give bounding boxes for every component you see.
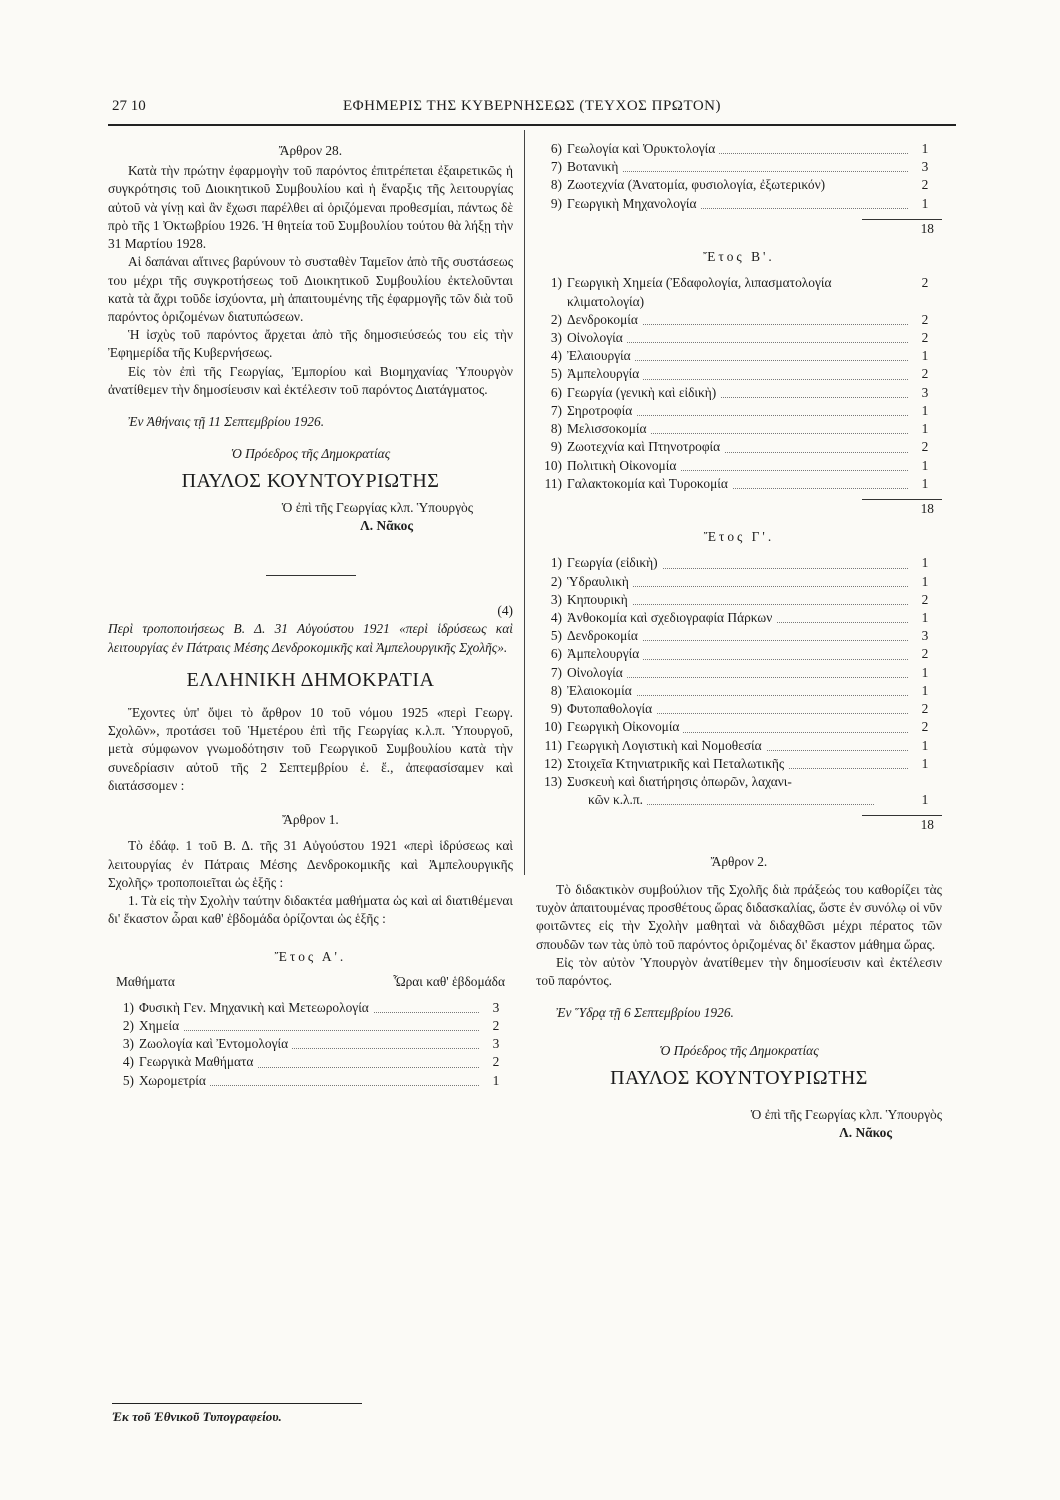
row-number: 8) [550, 177, 562, 193]
section-separator [266, 575, 356, 576]
state-title: ΕΛΛΗΝΙΚΗ ΔΗΜΟΚΡΑΤΙΑ [186, 668, 435, 691]
row-hours: 2 [492, 1054, 500, 1070]
row-label: Οἰνολογία [567, 665, 627, 680]
row-number: 1) [550, 555, 562, 571]
row-number: 2) [550, 311, 562, 327]
row-label: Ἀμπελουργία [567, 646, 643, 661]
row-number: 10) [544, 719, 562, 735]
column-divider [524, 130, 525, 875]
year-c-row [536, 627, 942, 645]
year-a-title: Ἔτος Α'. [274, 949, 347, 965]
row-hours: 1 [921, 792, 929, 808]
year-b-row [536, 365, 942, 383]
row-hours: 2 [921, 329, 929, 345]
row-hours: 2 [921, 646, 929, 662]
decree-date-1: Ἐν Ἀθήναις τῇ 11 Σεπτεμβρίου 1926. [128, 414, 325, 430]
decree-subject: Περὶ τροποποιήσεως Β. Δ. 31 Αὐγούστου 1921 «περὶ ἱδρύσεως καὶ λειτουργίας ἐν Πάτραις Μέσης Δενδροκομικῆς καὶ Ἀμπελουργικῆς Σχολῆς». [108, 621, 513, 655]
article-28-title: Ἄρθρον 28. [278, 143, 343, 158]
row-hours: 2 [921, 366, 929, 382]
year-a-row [536, 176, 942, 194]
row-number: 8) [550, 421, 562, 437]
footer-rule [112, 1403, 362, 1404]
row-number: 4) [550, 610, 562, 626]
row-label: Ζωοτεχνία (Ἀνατομία, φυσιολογία, ἐξωτερικόν) [567, 177, 829, 192]
row-number: 9) [550, 701, 562, 717]
row-number: 13) [544, 774, 562, 789]
row-label: Πολιτικὴ Οἰκονομία [567, 458, 680, 473]
year-c-row [536, 682, 942, 700]
year-a-row [536, 195, 942, 213]
article-28-paragraph-1: Κατὰ τὴν πρώτην ἐφαρμογὴν τοῦ παρόντος ἐπιτρέπεται ἐξαιρετικῶς ἡ συγκρότησις τοῦ Διοικητικοῦ Συμβουλίου καὶ ἡ ἔναρξις τῆς λειτουργίας αὐτοῦ νὰ γίνῃ καὶ ἂν ἔχωσι παρέλθει αἱ ὁριζόμεναι προθεσμίαι, πάντως δὲ πρὸ τῆς 1 Ὀκτωβρίου 1926. Ἡ θητεία τοῦ Συμβουλίου τούτου θὰ λήξῃ τὴν 31 Μαρτίου 1928. [108, 163, 513, 252]
row-label: Ὑδραυλικὴ [567, 574, 633, 589]
year-c-row [536, 554, 942, 572]
year-c-row [536, 755, 942, 773]
article-1-paragraph-1: Τὸ ἐδάφ. 1 τοῦ Β. Δ. τῆς 31 Αὐγούστου 1921 «περὶ ἱδρύσεως καὶ λειτουργίας ἐν Πάτραις Μέσης Δενδροκομικῆς καὶ Ἀμπελουργικῆς Σχολῆς» τροποποιεῖται ὡς ἑξῆς : [108, 838, 513, 890]
row-hours: 1 [921, 610, 929, 626]
row-hours: 1 [921, 141, 929, 156]
row-hours: 2 [921, 177, 929, 193]
president-name-1: ΠΑΥΛΟΣ ΚΟΥΝΤΟΥΡΙΩΤΗΣ [181, 469, 440, 492]
year-b-row [536, 420, 942, 438]
row-number: 11) [544, 737, 562, 753]
row-number: 6) [550, 646, 562, 662]
year-a-row [108, 999, 513, 1017]
col-subject-header: Μαθήματα [116, 973, 175, 989]
year-b-row [536, 311, 942, 329]
year-a-row [536, 158, 942, 176]
row-hours: 2 [921, 439, 929, 455]
row-label: Οἰνολογία [567, 330, 627, 345]
row-label: Βοτανικὴ [567, 159, 622, 174]
row-label: Ζωολογία καὶ Ἐντομολογία [139, 1036, 292, 1051]
row-label: Δενδροκομία [567, 628, 642, 643]
article-2-title: Ἄρθρον 2. [710, 853, 768, 869]
president-name-2: ΠΑΥΛΟΣ ΚΟΥΝΤΟΥΡΙΩΤΗΣ [610, 1066, 868, 1089]
year-b-row [536, 457, 942, 475]
row-hours: 1 [921, 573, 929, 589]
row-label: Ζωοτεχνία καὶ Πτηνοτροφία [567, 439, 724, 454]
row-hours: 1 [921, 402, 929, 418]
article-2-paragraph-1: Τὸ διδακτικὸν συμβούλιον τῆς Σχολῆς διὰ πράξεώς του καθορίζει τὰς τυχὸν ἀπαιτουμένας προσθέτους ὥρας διδασκαλίας, ὥστε ἐν συνόλῳ οἱ νῦν φοιτῶντες εἰς τὴν Σχολὴν μαθηταὶ νὰ διδαχθῶσι μέχρι πέρατος τῶν σπουδῶν των τὰς ὑπὸ τοῦ παρόντος ὁριζομένας δι' ἕκαστον μάθημα ὥρας. [536, 881, 942, 952]
row-label: Μελισσοκομία [567, 421, 651, 436]
row-number: 5) [550, 366, 562, 382]
row-hours: 2 [921, 719, 929, 735]
col-hours-header: Ὧραι καθ' ἑβδομάδα [393, 973, 505, 989]
year-a-row [108, 1017, 513, 1035]
running-title: ΕΦΗΜΕΡΙΣ ΤΗΣ ΚΥΒΕΡΝΗΣΕΩΣ (ΤΕΥΧΟΣ ΠΡΩΤΟΝ) [342, 98, 721, 114]
article-1-paragraph-2: 1. Τὰ εἰς τὴν Σχολὴν ταύτην διδακτέα μαθήματα ὡς καὶ αἱ διατιθέμεναι δι' ἕκαστον ὧραι καθ' ἑβδομάδα ὁρίζονται ὡς ἑξῆς : [108, 892, 513, 927]
minister-role-1: Ὁ ἐπὶ τῆς Γεωργίας κλπ. Ὑπουργὸς [281, 499, 473, 515]
row-label: Ἐλαιοκομία [567, 683, 636, 698]
minister-role-2: Ὁ ἐπὶ τῆς Γεωργίας κλπ. Ὑπουργὸς [750, 1106, 942, 1122]
year-b-row [536, 475, 942, 493]
row-number: 11) [544, 475, 562, 491]
right-column [536, 140, 942, 1142]
row-label: Γαλακτοκομία καὶ Τυροκομία [567, 476, 732, 491]
row-label: Γεωργικὴ Μηχανολογία [567, 196, 701, 211]
row-label: Γεωργικὴ Λογιστικὴ καὶ Νομοθεσία [567, 738, 766, 753]
row-label: Γεωργικὴ Οἰκονομία [567, 719, 683, 734]
row-hours: 1 [921, 195, 929, 211]
row-label: Στοιχεῖα Κτηνιατρικῆς καὶ Πεταλωτικῆς [567, 756, 788, 771]
row-hours: 2 [921, 591, 929, 607]
year-b-row [536, 347, 942, 365]
row-label: Κηπουρικὴ [567, 592, 632, 607]
year-c-row [536, 718, 942, 736]
row-number: 3) [550, 329, 562, 345]
row-number: 3) [122, 1036, 134, 1052]
row-number: 7) [550, 402, 562, 418]
year-c-title: Ἔτος Γ'. [703, 529, 775, 545]
row-hours: 2 [921, 275, 929, 291]
row-number: 7) [550, 159, 562, 175]
row-label: Δενδροκομία [567, 312, 642, 327]
year-b-title: Ἔτος Β'. [703, 249, 775, 265]
year-a-row [108, 1035, 513, 1053]
page-number: 27 10 [112, 98, 146, 114]
row-label: Ἀμπελουργία [567, 366, 643, 381]
row-label: Ἀνθοκομία καὶ σχεδιογραφία Πάρκων [567, 610, 776, 625]
year-b-row [536, 438, 942, 456]
row-label-line-2: κῶν κ.λ.π. [588, 792, 647, 807]
year-b-row [536, 384, 942, 402]
year-c-row-13 [536, 773, 942, 791]
row-hours: 2 [921, 701, 929, 717]
left-column [108, 140, 513, 1090]
row-label: Φυτοπαθολογία [567, 701, 656, 716]
row-number: 7) [550, 664, 562, 680]
president-role-1: Ὁ Πρόεδρος τῆς Δημοκρατίας [230, 446, 391, 462]
year-c-row [536, 664, 942, 682]
decree-date-2: Ἐν Ὕδρᾳ τῇ 6 Σεπτεμβρίου 1926. [556, 1005, 734, 1021]
article-1-title: Ἄρθρον 1. [282, 812, 339, 828]
row-hours: 1 [921, 348, 929, 364]
year-c-row [536, 700, 942, 718]
row-number: 9) [550, 195, 562, 211]
year-a-row [536, 140, 942, 158]
row-label-line-1: Συσκευὴ καὶ διατήρησις ὀπωρῶν, λαχανι- [567, 774, 792, 789]
year-a-row [108, 1053, 513, 1071]
row-hours: 3 [492, 1036, 500, 1052]
row-hours: 3 [921, 628, 929, 644]
row-label: Γεωργία (γενικὴ καὶ εἰδικὴ) [567, 385, 720, 400]
page-header [112, 96, 952, 124]
year-c-row [536, 591, 942, 609]
year-a-total: 18 [920, 220, 934, 236]
row-label: Σηροτροφία [567, 403, 636, 418]
row-label: Φυσικὴ Γεν. Μηχανικὴ καὶ Μετεωρολογία [139, 1000, 373, 1015]
year-b-row [536, 402, 942, 420]
article-28-paragraph-2: Αἱ δαπάναι αἵτινες βαρύνουν τὸ συσταθὲν Ταμεῖον ἀπὸ τῆς συστάσεως του μέχρι τῆς συγκροτήσεως τοῦ Διοικητικοῦ Συμβουλίου ἐκτελοῦνται κατὰ τὰ ἄχρι τοῦδε ἰσχύοντα, μὴ ἀπαιτουμένης τῆς ἐφαρμογῆς τῶν διὰ τοῦ παρόντος ὁριζομένων διατυπώσεων. [108, 254, 513, 324]
year-a-table [108, 999, 513, 1090]
year-c-row [536, 737, 942, 755]
row-hours: 1 [921, 737, 929, 753]
president-role-2: Ὁ Πρόεδρος τῆς Δημοκρατίας [659, 1043, 819, 1059]
row-number: 1) [550, 275, 562, 291]
row-hours: 2 [921, 311, 929, 327]
row-label: Χωρομετρία [139, 1073, 210, 1088]
row-hours: 1 [921, 755, 929, 771]
row-hours: 1 [921, 475, 929, 491]
year-c-row [536, 645, 942, 663]
year-c-row [536, 573, 942, 591]
header-rule [108, 124, 956, 126]
row-hours: 1 [921, 457, 929, 473]
row-label: Γεωλογία καὶ Ὀρυκτολογία [567, 141, 719, 156]
row-number: 2) [550, 573, 562, 589]
article-28-paragraph-3: Ἡ ἰσχὺς τοῦ παρόντος ἄρχεται ἀπὸ τῆς δημοσιεύσεώς του εἰς τὴν Ἐφημερίδα τῆς Κυβερνήσεως. [108, 327, 513, 361]
row-number: 4) [122, 1054, 134, 1070]
year-c-row-13-cont [536, 791, 942, 809]
row-hours: 2 [492, 1018, 500, 1034]
year-b-total: 18 [920, 500, 934, 516]
row-hours: 1 [921, 682, 929, 698]
row-number: 9) [550, 439, 562, 455]
row-number: 10) [544, 457, 562, 473]
minister-name-2: Λ. Νᾶκος [839, 1125, 892, 1141]
row-number: 4) [550, 348, 562, 364]
row-hours: 1 [492, 1072, 500, 1088]
row-number: 1) [122, 999, 134, 1015]
year-a-continued-table [536, 140, 942, 213]
row-label: Χημεία [139, 1018, 183, 1033]
row-number: 6) [550, 384, 562, 400]
year-b-row [536, 274, 942, 310]
row-label: Γεωργικὴ Χημεία (Ἐδαφολογία, λιπασματολογία κλιματολογία) [567, 275, 832, 309]
row-label: Γεωργία (εἰδικὴ) [567, 555, 662, 570]
year-c-total: 18 [920, 817, 934, 833]
minister-name-1: Λ. Νᾶκος [360, 517, 413, 533]
year-c-row [536, 609, 942, 627]
row-hours: 1 [921, 421, 929, 437]
year-a-row [108, 1072, 513, 1090]
row-number: 8) [550, 682, 562, 698]
decree-number: (4) [497, 603, 513, 619]
row-label: Γεωργικὰ Μαθήματα [139, 1054, 257, 1069]
row-hours: 1 [921, 555, 929, 571]
row-number: 12) [544, 755, 562, 771]
row-number: 6) [550, 141, 562, 156]
row-hours: 3 [492, 999, 500, 1015]
row-hours: 1 [921, 664, 929, 680]
article-28-paragraph-4: Εἰς τὸν ἐπὶ τῆς Γεωργίας, Ἐμπορίου καὶ Βιομηχανίας Ὑπουργὸν ἀνατίθεμεν τὴν δημοσίευσιν καὶ ἐκτέλεσιν τοῦ παρόντος Διατάγματος. [108, 363, 513, 397]
row-label: Ἐλαιουργία [567, 348, 635, 363]
row-number: 5) [122, 1072, 134, 1088]
year-b-table [536, 274, 942, 493]
row-number: 5) [550, 628, 562, 644]
printer-note: Ἐκ τοῦ Ἐθνικοῦ Τυπογραφείου. [112, 1409, 282, 1424]
row-number: 2) [122, 1018, 134, 1034]
table-column-headers [108, 973, 513, 991]
article-2-paragraph-2: Εἰς τὸν αὐτὸν Ὑπουργὸν ἀνατίθεμεν τὴν δημοσίευσιν καὶ ἐκτέλεσιν τοῦ παρόντος. [536, 954, 942, 988]
year-b-row [536, 329, 942, 347]
preamble: Ἔχοντες ὑπ' ὄψει τὸ ἄρθρον 10 τοῦ νόμου 1925 «περὶ Γεωργ. Σχολῶν», προτάσει τοῦ Ἡμετέρου ἐπὶ τῆς Γεωργίας κ.λ.π. Ὑπουργοῦ, μετὰ σύμφωνον γνωμοδότησιν τοῦ Γεωργικοῦ Συμβουλίου κατὰ τὴν συνεδρίασιν αὐτοῦ τῆς 2 Σεπτεμβρίου ἐ. ἔ., ἀπεφασίσαμεν καὶ διατάσσομεν : [108, 704, 513, 793]
row-number: 3) [550, 591, 562, 607]
row-hours: 3 [921, 159, 929, 175]
row-hours: 3 [921, 384, 929, 400]
year-c-table [536, 554, 942, 773]
